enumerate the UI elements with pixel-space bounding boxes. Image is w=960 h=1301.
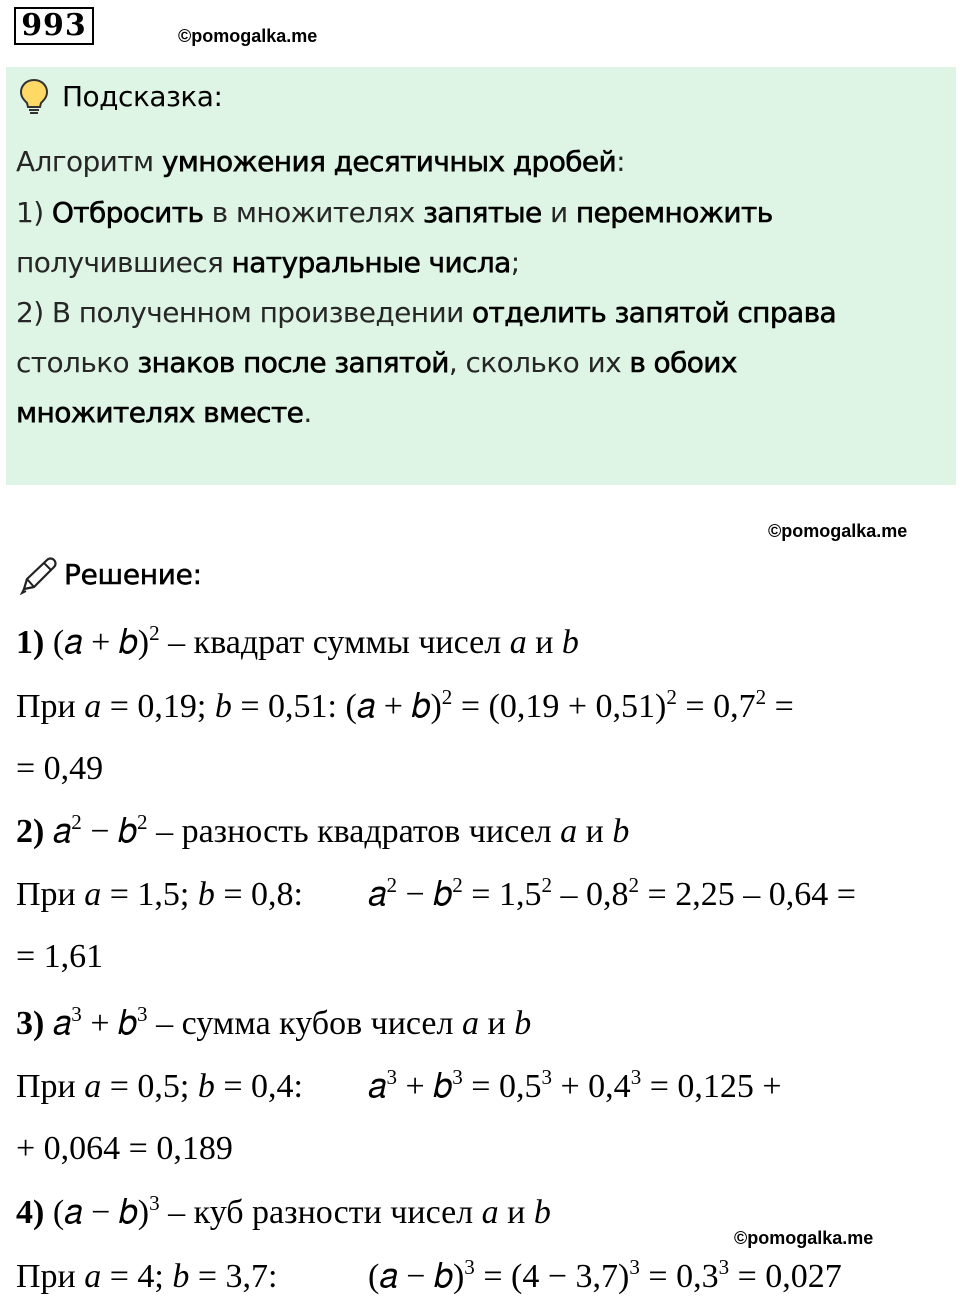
hint-line-6: множителях вместе. <box>16 396 312 429</box>
watermark: ©pomogalka.me <box>178 26 318 46</box>
solution-part-4: 4) (𝑎 − 𝑏)$^3$ – куб разности чисел a и b <box>16 1190 551 1231</box>
solution-part-2: 2) 𝑎$^2$ − 𝑏$^2$ – разность квадратов чисел a и b <box>16 809 630 850</box>
solution-part-2-given: При a = 1,5; b = 0,8: <box>16 876 303 913</box>
solution-part-1: 1) (𝑎 + 𝑏)$^2$ – квадрат суммы чисел a и b <box>16 620 579 661</box>
hint-line-4: 2) В полученном произведении отделить запятой справа <box>16 296 837 329</box>
solution-part-4-given: При a = 4; b = 3,7: <box>16 1258 278 1295</box>
solution-part-3: 3) 𝑎$^3$ + 𝑏$^3$ – сумма кубов чисел a и b <box>16 1001 532 1042</box>
solution-part-3-result: + 0,064 = 0,189 <box>16 1130 233 1167</box>
hint-line-5: столько знаков после запятой, сколько их в обоих <box>16 346 737 379</box>
solution-title: Решение: <box>64 558 202 591</box>
hint-line-3: получившиеся натуральные числа; <box>16 246 520 279</box>
pencil-icon <box>18 557 58 595</box>
solution-part-4-calc: (𝑎 − 𝑏)$^3$ = $(4 - 3,7)^3 = 0,3^3 = 0,027$ <box>368 1254 842 1295</box>
solution-part-3-given: При a = 0,5; b = 0,4: <box>16 1068 303 1105</box>
solution-part-3-calc: 𝑎$^3$ + 𝑏$^3$ = $0,5^3 + 0,4^3 = 0,125$ + <box>368 1064 782 1105</box>
task-number: 993 <box>14 7 94 45</box>
hint-line-2: 1) Отбросить в множителях запятые и перемножить <box>16 196 773 229</box>
solution-part-1-result: = 0,49 <box>16 750 104 787</box>
hint-title: Подсказка: <box>62 80 223 113</box>
hint-line-1: Алгоритм умножения десятичных дробей: <box>16 145 626 178</box>
solution-part-2-result: = 1,61 <box>16 938 104 975</box>
solution-part-1-calc: При a = 0,19; b = 0,51: (𝑎 + 𝑏)$^2$ = $(0,19 + 0,51)^2 = 0,7^2$ = <box>16 684 794 725</box>
solution-part-2-calc: 𝑎$^2$ − 𝑏$^2$ = $1,5^2 - 0,8^2 = 2,25 - 0,64$ = <box>368 872 856 913</box>
watermark: ©pomogalka.me <box>768 521 908 541</box>
watermark: ©pomogalka.me <box>734 1228 874 1248</box>
lightbulb-icon <box>18 78 50 116</box>
